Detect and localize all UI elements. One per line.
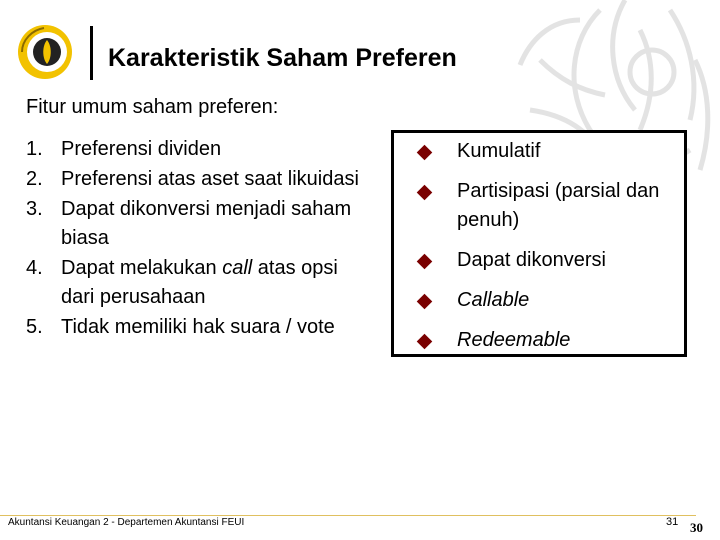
bullet-item [416,286,686,315]
list-item [26,254,366,312]
list-item [26,195,366,253]
list-item [26,165,366,194]
item-text: Preferensi atas aset saat likuidasi [61,168,359,190]
diamond-bullet-icon [417,334,433,350]
numbered-list [26,135,366,343]
footer-text: Akuntansi Keuangan 2 - Departemen Akuntansi FEUI [8,517,245,528]
diamond-bullet-icon [417,294,433,310]
bullet-item [416,326,686,355]
bullet-list [416,137,686,366]
item-text-emphasis: call [222,257,253,279]
intro-text: Fitur umum saham preferen: [26,96,279,118]
bullet-text: Callable [457,289,530,311]
diamond-bullet-icon [417,185,433,201]
page-number: 30 [690,520,703,535]
bullet-text: Kumulatif [457,140,541,162]
bullet-item [416,177,686,235]
list-item [26,313,366,342]
footer-divider [0,515,696,516]
item-number: 5. [26,316,43,338]
list-item [26,135,366,164]
item-text-post: atas opsi dari perusahaan [61,257,338,308]
title-divider [90,26,93,80]
item-text: Preferensi dividen [61,138,222,160]
bullet-item [416,137,686,166]
bullet-text: Redeemable [457,329,571,351]
diamond-bullet-icon [417,145,433,161]
slide-title: Karakteristik Saham Preferen [108,44,457,72]
diamond-bullet-icon [417,254,433,270]
page-number-small: 31 [666,516,679,528]
item-text: Dapat dikonversi menjadi saham biasa [61,198,352,249]
bullet-text: Partisipasi (parsial dan penuh) [457,180,660,231]
university-emblem-logo [14,22,76,82]
item-text: Tidak memiliki hak suara / vote [61,316,335,338]
item-number: 1. [26,138,43,160]
item-number: 4. [26,257,43,279]
item-number: 2. [26,168,43,190]
item-text-pre: Dapat melakukan [61,257,223,279]
bullet-item [416,246,686,275]
bullet-text: Dapat dikonversi [457,249,606,271]
item-number: 3. [26,198,43,220]
